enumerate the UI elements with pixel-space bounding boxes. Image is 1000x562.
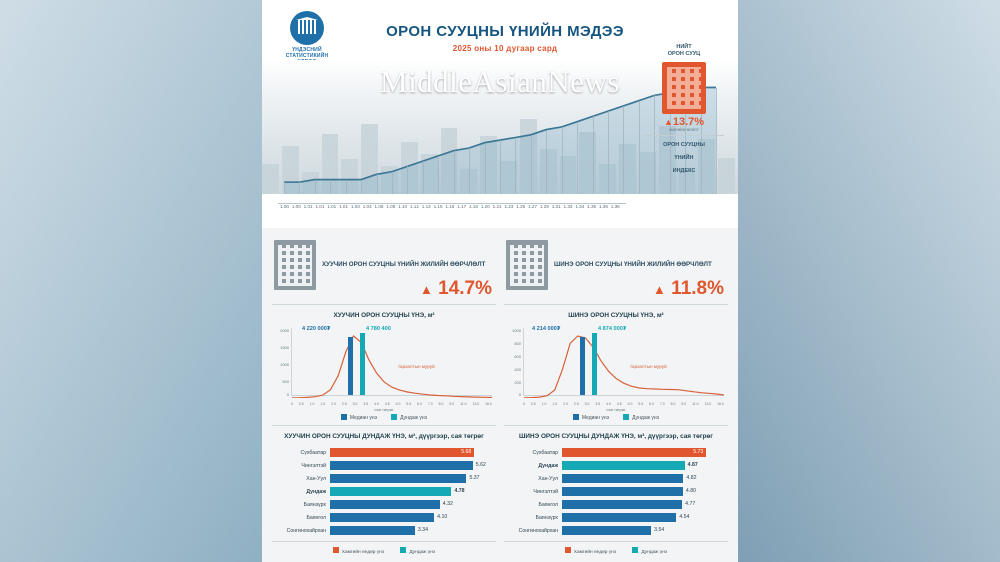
district-value: 4.87 (687, 462, 698, 468)
old-up-arrow-icon: ▲ (419, 282, 433, 297)
district-bar-fill (330, 526, 415, 535)
district-bar-track (330, 487, 494, 496)
new-legend-median: Медиан үнэ (573, 414, 609, 421)
axis-label: 1.08 (386, 204, 396, 209)
old-building-icon (274, 240, 316, 290)
index-tick (593, 116, 594, 194)
district-bar-fill (562, 461, 685, 470)
index-tick (454, 151, 455, 194)
axis-label: 1.12 (409, 204, 419, 209)
new-growth-label: ШИНЭ ОРОН СУУЦНЫ ҮНИЙН ЖИЛИЙН ӨӨРЧЛӨЛТ (554, 261, 712, 268)
district-value: 4.32 (442, 501, 453, 507)
old-legend-max: Хамгийн өндөр үнэ (333, 547, 385, 555)
index-tick (608, 111, 609, 194)
district-bar-track (562, 500, 726, 509)
page-title: ОРОН СУУЦНЫ ҮНИЙН МЭДЭЭ (386, 23, 624, 40)
district-name: Сүхбаатар (300, 449, 326, 456)
old-footer-legend (272, 541, 496, 555)
infographic-poster (262, 0, 738, 562)
index-tick (330, 180, 331, 194)
district-value: 3.54 (654, 527, 665, 533)
comparison-columns (262, 228, 738, 555)
emblem-icon (290, 11, 324, 45)
axis-label: 1.13 (421, 204, 431, 209)
district-name: Сонгинохайрхан (286, 527, 326, 534)
badge-caption-1: НИЙТ (676, 44, 692, 50)
axis-label: 1.34 (575, 204, 585, 209)
badge-caption-2: ОРОН СУУЦ (667, 51, 701, 57)
index-tick (361, 180, 362, 194)
district-bar-row (506, 473, 726, 484)
axis-label: 1.35 (587, 204, 597, 209)
district-bar-fill (562, 513, 676, 522)
district-bar-row (506, 486, 726, 497)
apartment-icon (662, 62, 706, 114)
page-subtitle: 2025 оны 10 дугаар сард (452, 44, 558, 53)
new-up-arrow-icon: ▲ (653, 282, 666, 297)
new-district-bars (506, 447, 726, 536)
column-old-housing (268, 236, 500, 555)
district-bar-track (330, 526, 494, 535)
axis-label: 1.18 (469, 204, 478, 209)
index-tick (562, 127, 563, 194)
district-value: 5.68 (461, 449, 472, 455)
district-bar-track (562, 448, 726, 457)
org-line-2: СТАТИСТИКИЙН (285, 53, 329, 59)
axis-label: 1.01 (327, 204, 337, 209)
axis-label: 1.25 (516, 204, 526, 209)
axis-label: 1.15 (433, 204, 443, 209)
new-dist-title: ШИНЭ ОРОН СУУЦНЫ ҮНЭ, м² (504, 304, 728, 320)
district-value: 5.73 (693, 449, 704, 455)
new-chart-legend (504, 414, 728, 421)
index-caption-1: ОРОН СУУЦНЫ (663, 142, 705, 148)
district-bar-row (506, 499, 726, 510)
old-mean-bar (360, 333, 365, 395)
district-name: Сүхбаатар (532, 449, 558, 456)
old-growth-percent (420, 278, 492, 299)
old-legend-mean: Дундаж үнэ (391, 414, 427, 421)
district-bar-row (274, 486, 494, 497)
old-growth-value: 14.7% (438, 278, 492, 299)
new-growth-value: 11.8% (671, 278, 724, 299)
district-bar-fill (562, 448, 706, 457)
district-bar-track (562, 513, 726, 522)
index-tick (623, 106, 624, 194)
district-value: 4.54 (679, 514, 690, 520)
axis-label: 1.21 (492, 204, 502, 209)
org-line-1: ҮНДЭСНИЙ (292, 47, 322, 53)
index-tick (500, 140, 501, 194)
new-median-bar (580, 337, 585, 395)
old-table-title: ХУУЧИН ОРОН СУУЦНЫ ДУНДАЖ ҮНЭ, м², дүүргээр, сая төгрөг (272, 425, 496, 441)
index-tick (515, 138, 516, 194)
new-x-axis-title: сая төгрөг (606, 407, 626, 412)
old-x-ticks: 0 0.5 1.0 1.5 2.0 2.5 3.0 3.5 4.0 4.5 5.0 5.5 6.0 7.0 8.0 9.0 11.0 13.0 16.0 (291, 402, 492, 406)
axis-label: 1.29 (539, 204, 549, 209)
district-bar-track (330, 513, 494, 522)
axis-label: 1.17 (457, 204, 467, 209)
up-arrow-icon: ▲ (663, 117, 673, 127)
axis-label: 1.01 (315, 204, 325, 209)
new-legend-max: Хамгийн өндөр үнэ (565, 547, 617, 555)
district-name: Дундаж (538, 462, 558, 469)
total-housing-badge (638, 44, 730, 175)
district-bar-fill (330, 487, 451, 496)
district-bar-track (562, 474, 726, 483)
district-value: 5.62 (475, 462, 486, 468)
district-bar-track (330, 461, 494, 470)
badge-divider (644, 135, 724, 136)
axis-label: 1.00 (280, 204, 289, 209)
axis-label: 1.06 (374, 204, 384, 209)
axis-label: 1.20 (480, 204, 490, 209)
background-right (738, 0, 1000, 562)
axis-label: 1.36 (598, 204, 608, 209)
district-bar-fill (330, 448, 474, 457)
building-silhouette (262, 164, 279, 194)
axis-label: 1.01 (339, 204, 349, 209)
new-y-axis: 1000 800 600 400 200 0 (512, 328, 521, 397)
district-name: Баянгол (538, 501, 558, 508)
district-bar-row (274, 512, 494, 523)
index-tick (299, 182, 300, 194)
index-tick (407, 166, 408, 194)
new-table-title: ШИНЭ ОРОН СУУЦНЫ ДУНДАЖ ҮНЭ, м², дүүргээр, сая төгрөг (504, 425, 728, 441)
index-tick (577, 122, 578, 194)
district-bar-track (330, 500, 494, 509)
index-tick (377, 174, 378, 194)
new-curve-note: тархалтын муруй (630, 364, 667, 369)
district-bar-row (274, 460, 494, 471)
axis-label: 1.31 (551, 204, 561, 209)
total-growth-sub: жилийн өсөлт (669, 127, 699, 132)
old-legend-avg: Дундаж үнэ (400, 547, 435, 555)
district-bar-row (274, 499, 494, 510)
new-growth-percent (653, 278, 724, 299)
district-value: 4.82 (686, 475, 697, 481)
district-name: Чингэлтэй (301, 462, 326, 469)
old-district-bars (274, 447, 494, 536)
index-tick (438, 156, 439, 194)
district-bar-track (330, 474, 494, 483)
district-bar-fill (562, 526, 651, 535)
district-name: Дундаж (306, 488, 326, 495)
old-x-axis-title: сая төгрөг (374, 407, 394, 412)
district-name: Баянзүрх (303, 501, 326, 508)
old-growth-label: ХУУЧИН ОРОН СУУЦНЫ ҮНИЙН ЖИЛИЙН ӨӨРЧЛӨЛТ (322, 261, 486, 268)
nso-logo (272, 11, 342, 65)
district-name: Сонгинохайрхан (518, 527, 558, 534)
district-bar-row (274, 525, 494, 536)
index-tick (392, 172, 393, 194)
axis-label: 1.01 (303, 204, 313, 209)
old-plot-area (291, 328, 492, 396)
district-bar-track (562, 526, 726, 535)
header-axis-labels (280, 204, 620, 216)
district-bar-fill (562, 487, 683, 496)
old-y-axis: 2000 1500 1000 500 0 (280, 328, 289, 397)
new-mean-bar (592, 333, 597, 395)
axis-label: 1.04 (362, 204, 372, 209)
district-name: Баянгол (306, 514, 326, 521)
district-value: 4.80 (685, 488, 696, 494)
index-caption-2: ҮНИЙН (674, 155, 694, 161)
index-caption-3: ИНДЕКС (672, 168, 696, 174)
district-bar-fill (562, 500, 682, 509)
axis-label: 1.03 (350, 204, 360, 209)
new-mean-label: 4 874 000₮ (598, 326, 627, 332)
district-name: Хан-Уул (306, 475, 326, 482)
old-curve-note: тархалтын муруй (398, 364, 435, 369)
district-bar-row (274, 473, 494, 484)
district-bar-row (506, 447, 726, 458)
index-tick (423, 161, 424, 194)
axis-label: 1.36 (610, 204, 620, 209)
district-value: 3.34 (417, 527, 428, 533)
column-new-housing (500, 236, 732, 555)
district-bar-row (274, 447, 494, 458)
district-bar-fill (330, 513, 434, 522)
axis-label: 1.16 (445, 204, 455, 209)
district-value: 4.10 (437, 514, 448, 520)
watermark: MiddleAsianNews (380, 64, 620, 99)
axis-label: 1.27 (528, 204, 538, 209)
new-plot-area (523, 328, 724, 396)
district-value: 4.78 (454, 488, 465, 494)
total-growth-value: 13.7% (672, 116, 705, 128)
district-bar-track (330, 448, 494, 457)
district-bar-fill (330, 500, 440, 509)
district-bar-row (506, 512, 726, 523)
district-name: Чингэлтэй (533, 488, 558, 495)
index-tick (284, 182, 285, 194)
axis-label: 1.23 (504, 204, 514, 209)
axis-label: 1.00 (291, 204, 301, 209)
axis-label: 1.10 (398, 204, 408, 209)
new-legend-mean: Дундаж үнэ (623, 414, 659, 421)
old-chart-legend (272, 414, 496, 421)
district-bar-fill (330, 461, 473, 470)
district-bar-fill (562, 474, 683, 483)
district-bar-fill (330, 474, 466, 483)
old-median-bar (348, 337, 353, 395)
old-mean-label: 4 780 400 (366, 326, 391, 332)
background-left (0, 0, 262, 562)
new-x-ticks: 0 0.5 1.0 1.5 2.0 2.5 3.0 3.5 4.0 4.5 5.0 5.5 6.0 7.0 8.0 9.0 11.0 13.0 16.0 (523, 402, 724, 406)
district-name: Баянзүрх (535, 514, 558, 521)
new-distribution-chart (506, 326, 726, 412)
district-bar-row (506, 525, 726, 536)
old-dist-title: ХУУЧИН ОРОН СУУЦНЫ ҮНЭ, м² (272, 304, 496, 320)
index-tick (346, 180, 347, 194)
new-median-label: 4 214 000₮ (532, 326, 561, 332)
index-tick (469, 148, 470, 194)
district-bar-track (562, 487, 726, 496)
new-building-icon (506, 240, 548, 290)
new-legend-avg: Дундаж үнэ (632, 547, 667, 555)
axis-label: 1.33 (563, 204, 573, 209)
index-tick (531, 135, 532, 194)
new-footer-legend (504, 541, 728, 555)
district-value: 4.77 (685, 501, 696, 507)
old-distribution-chart (274, 326, 494, 412)
index-tick (485, 143, 486, 194)
district-bar-row (506, 460, 726, 471)
poster-header (262, 0, 738, 228)
index-tick (546, 130, 547, 194)
district-name: Хан-Уул (538, 475, 558, 482)
index-tick (315, 180, 316, 194)
old-density-curve (292, 328, 492, 398)
old-legend-median: Медиан үнэ (341, 414, 377, 421)
district-bar-track (562, 461, 726, 470)
new-density-curve (524, 328, 724, 398)
district-value: 5.37 (469, 475, 480, 481)
old-median-label: 4 220 000₮ (302, 326, 331, 332)
